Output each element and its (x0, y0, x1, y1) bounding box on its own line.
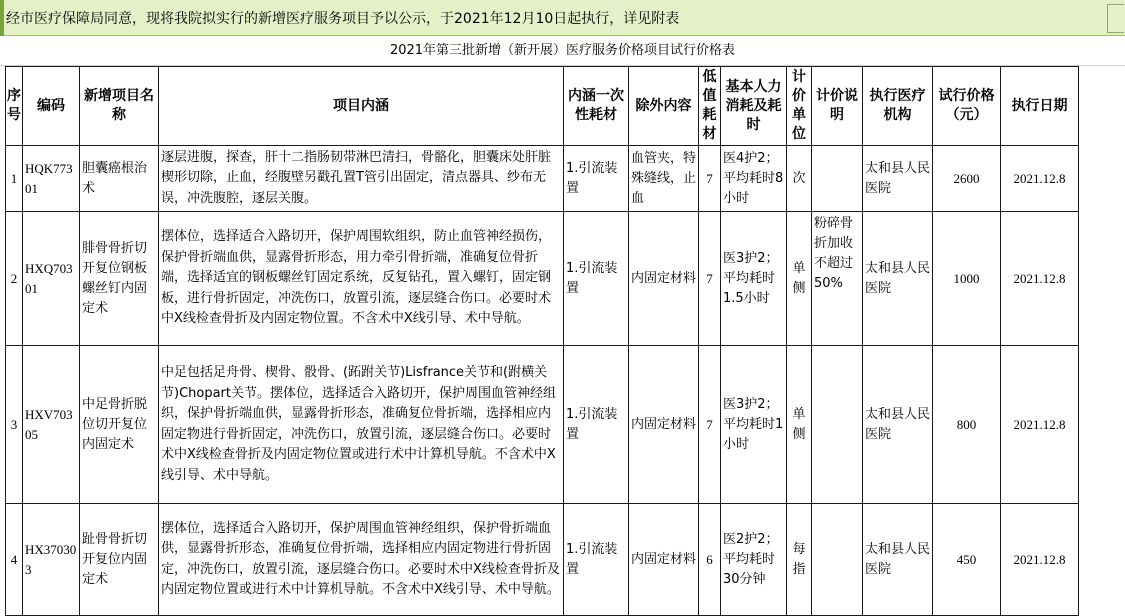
cell-date: 2021.12.8 (1001, 212, 1079, 346)
cell-institution: 太和县人民医院 (863, 212, 933, 346)
cell-consumable: 1.引流装置 (564, 504, 629, 616)
cell-date: 2021.12.8 (1001, 504, 1079, 616)
cell-institution: 太和县人民医院 (863, 504, 933, 616)
header-low-value: 低值耗材 (699, 67, 721, 146)
cell-seq: 1 (6, 146, 23, 212)
cell-institution: 太和县人民医院 (863, 146, 933, 212)
header-labor: 基本人力消耗及耗时 (721, 67, 787, 146)
header-unit: 计价单位 (787, 67, 812, 146)
cell-content: 摆体位，选择适合入路切开，保护周围血管神经组织，保护骨折端血供，显露骨折形态，准确复位骨折端，选择相应内固定物进行骨折固定，冲洗伤口，放置引流，逐层缝合伤口。必要时术中X线检查骨折及内固定物位置或进行术中计算机导航。不含术中X线引导、术中导航。 (159, 504, 564, 616)
cell-consumable: 1.引流装置 (564, 346, 629, 504)
cell-low-value: 7 (699, 146, 721, 212)
cell-note (812, 346, 863, 504)
table-row (6, 212, 1079, 346)
cell-price: 800 (933, 346, 1001, 504)
cell-labor: 医3护2；平均耗时1小时 (721, 346, 787, 504)
header-excluded: 除外内容 (629, 67, 699, 146)
cell-consumable: 1.引流装置 (564, 212, 629, 346)
cell-excluded: 内固定材料 (629, 346, 699, 504)
cell-labor: 医4护2；平均耗时8小时 (721, 146, 787, 212)
cell-note (812, 504, 863, 616)
cell-low-value: 7 (699, 346, 721, 504)
cell-seq: 4 (6, 504, 23, 616)
cell-labor: 医3护2；平均耗时1.5小时 (721, 212, 787, 346)
cell-seq: 2 (6, 212, 23, 346)
cell-unit: 单侧 (787, 346, 812, 504)
cell-seq: 3 (6, 346, 23, 504)
cell-code: HQK77301 (23, 146, 80, 212)
cell-unit: 每指 (787, 504, 812, 616)
cell-price: 2600 (933, 146, 1001, 212)
cell-content: 中足包括足舟骨、楔骨、骰骨、(跖跗关节)Lisfrance关节和(跗横关节)Chopart关节。摆体位，选择适合入路切开，保护周围血管神经组织，保护骨折端血供，显露骨折形态，准确复位骨折端，选择相应内固定物进行骨折固定，冲洗伤口，放置引流，逐层缝合伤口。必要时术中X线检查骨折及内固定物位置或进行术中计算机导航。不含术中X线引导、术中导航。 (159, 346, 564, 504)
header-price: 试行价格（元） (933, 67, 1001, 146)
cell-date: 2021.12.8 (1001, 146, 1079, 212)
header-date: 执行日期 (1001, 67, 1079, 146)
header-seq: 序号 (6, 67, 23, 146)
cell-note: 粉碎骨折加收不超过50% (812, 212, 863, 346)
cell-excluded: 血管夹，特殊缝线，止血 (629, 146, 699, 212)
cell-price: 450 (933, 504, 1001, 616)
cell-edge-box (1107, 4, 1124, 33)
notice-edge (0, 0, 4, 36)
table-row (6, 504, 1079, 616)
table-row (6, 146, 1079, 212)
cell-institution: 太和县人民医院 (863, 346, 933, 504)
cell-unit: 次 (787, 146, 812, 212)
table-row (6, 346, 1079, 504)
cell-low-value: 6 (699, 504, 721, 616)
cell-name: 腓骨骨折切开复位钢板螺丝钉内固定术 (80, 212, 159, 346)
cell-unit: 单侧 (787, 212, 812, 346)
header-consumable: 内涵一次性耗材 (564, 67, 629, 146)
header-institution: 执行医疗机构 (863, 67, 933, 146)
cell-name: 胆囊癌根治术 (80, 146, 159, 212)
price-table (5, 66, 1079, 616)
cell-excluded: 内固定材料 (629, 504, 699, 616)
table-title: 2021年第三批新增（新开展）医疗服务价格项目试行价格表 (0, 37, 1125, 66)
cell-excluded: 内固定材料 (629, 212, 699, 346)
header-row (6, 67, 1079, 146)
cell-code: HX370303 (23, 504, 80, 616)
cell-low-value: 7 (699, 212, 721, 346)
header-name: 新增项目名称 (80, 67, 159, 146)
cell-note (812, 146, 863, 212)
cell-labor: 医2护2；平均耗时30分钟 (721, 504, 787, 616)
cell-content: 逐层进腹，探查，肝十二指肠韧带淋巴清扫，骨骼化，胆囊床处肝脏楔形切除，止血，经腹壁另戳孔置T管引出固定，清点器具、纱布无误，冲洗腹腔，逐层关腹。 (159, 146, 564, 212)
cell-code: HXV70305 (23, 346, 80, 504)
cell-date: 2021.12.8 (1001, 346, 1079, 504)
cell-name: 中足骨折脱位切开复位内固定术 (80, 346, 159, 504)
cell-name: 趾骨骨折切开复位内固定术 (80, 504, 159, 616)
header-content: 项目内涵 (159, 67, 564, 146)
cell-content: 摆体位，选择适合入路切开，保护周围软组织，防止血管神经损伤，保护骨折端血供，显露骨折形态，用力牵引骨折端，准确复位骨折端，选择适宜的钢板螺丝钉固定系统，反复钻孔，置入螺钉，固定钢板，进行骨折固定，冲洗伤口，放置引流，逐层缝合伤口。必要时术中X线检查骨折及内固定物位置。不含术中X线引导、术中导航。 (159, 212, 564, 346)
notice-banner (0, 0, 1125, 36)
header-note: 计价说明 (812, 67, 863, 146)
cell-code: HXQ70301 (23, 212, 80, 346)
header-code: 编码 (23, 67, 80, 146)
cell-price: 1000 (933, 212, 1001, 346)
notice-text: 经市医疗保障局同意，现将我院拟实行的新增医疗服务项目予以公示，于2021年12月10日起执行，详见附表 (6, 11, 680, 27)
cell-consumable: 1.引流装置 (564, 146, 629, 212)
